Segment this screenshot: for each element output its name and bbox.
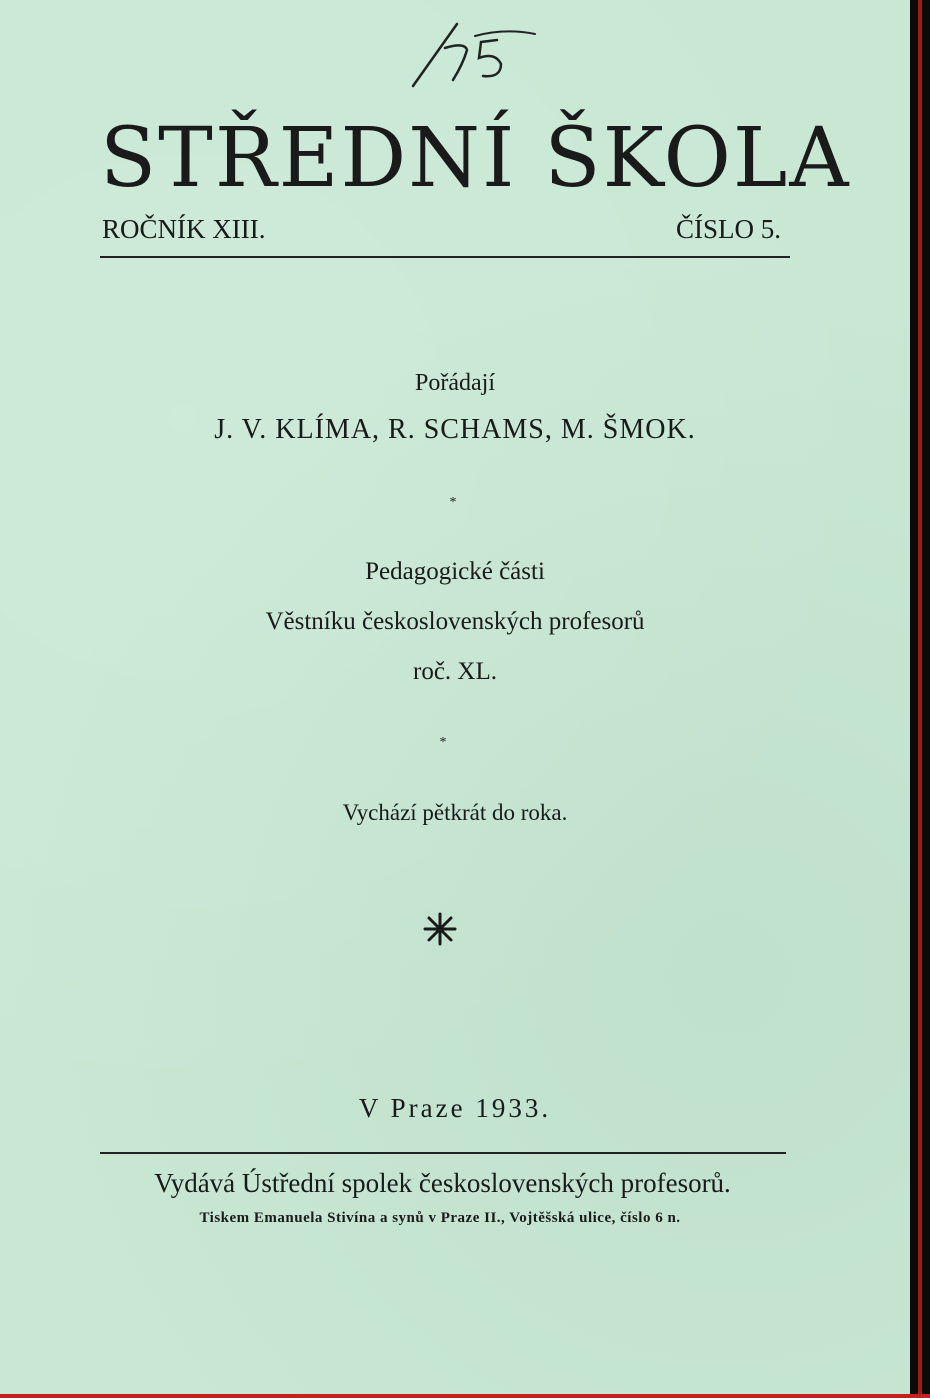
- asterisk-ornament-icon: [423, 912, 457, 946]
- ornament-star: *: [449, 495, 457, 510]
- handwritten-note: [405, 20, 545, 90]
- issue-number: ČÍSLO 5.: [676, 214, 782, 244]
- pedagogical-line-3: roč. XL.: [413, 658, 497, 685]
- printer-line: Tiskem Emanuela Stivína a synů v Praze II., Vojtěšská ulice, číslo 6 n.: [199, 1210, 681, 1226]
- pedagogical-line-1: Pedagogické části: [365, 558, 545, 585]
- ornament-star: *: [439, 735, 447, 750]
- journal-title: STŘEDNÍ ŠKOLA: [100, 111, 851, 206]
- pedagogical-line-2: Věstníku československých profesorů: [265, 608, 645, 635]
- editors-names: J. V. KLÍMA, R. SCHAMS, M. ŠMOK.: [214, 414, 696, 445]
- place-and-year: V Praze 1933.: [358, 1093, 552, 1123]
- publication-frequency: Vychází pětkrát do roka.: [342, 800, 568, 825]
- scan-border-bottom: [0, 1394, 930, 1398]
- editors-label: Pořádají: [415, 370, 495, 396]
- header-rule: [100, 256, 790, 258]
- publisher-line: Vydává Ústřední spolek československých profesorů.: [154, 1168, 731, 1198]
- footer-rule: [100, 1152, 786, 1154]
- scan-edge-strip: [918, 0, 922, 1398]
- volume-number: ROČNÍK XIII.: [102, 214, 266, 244]
